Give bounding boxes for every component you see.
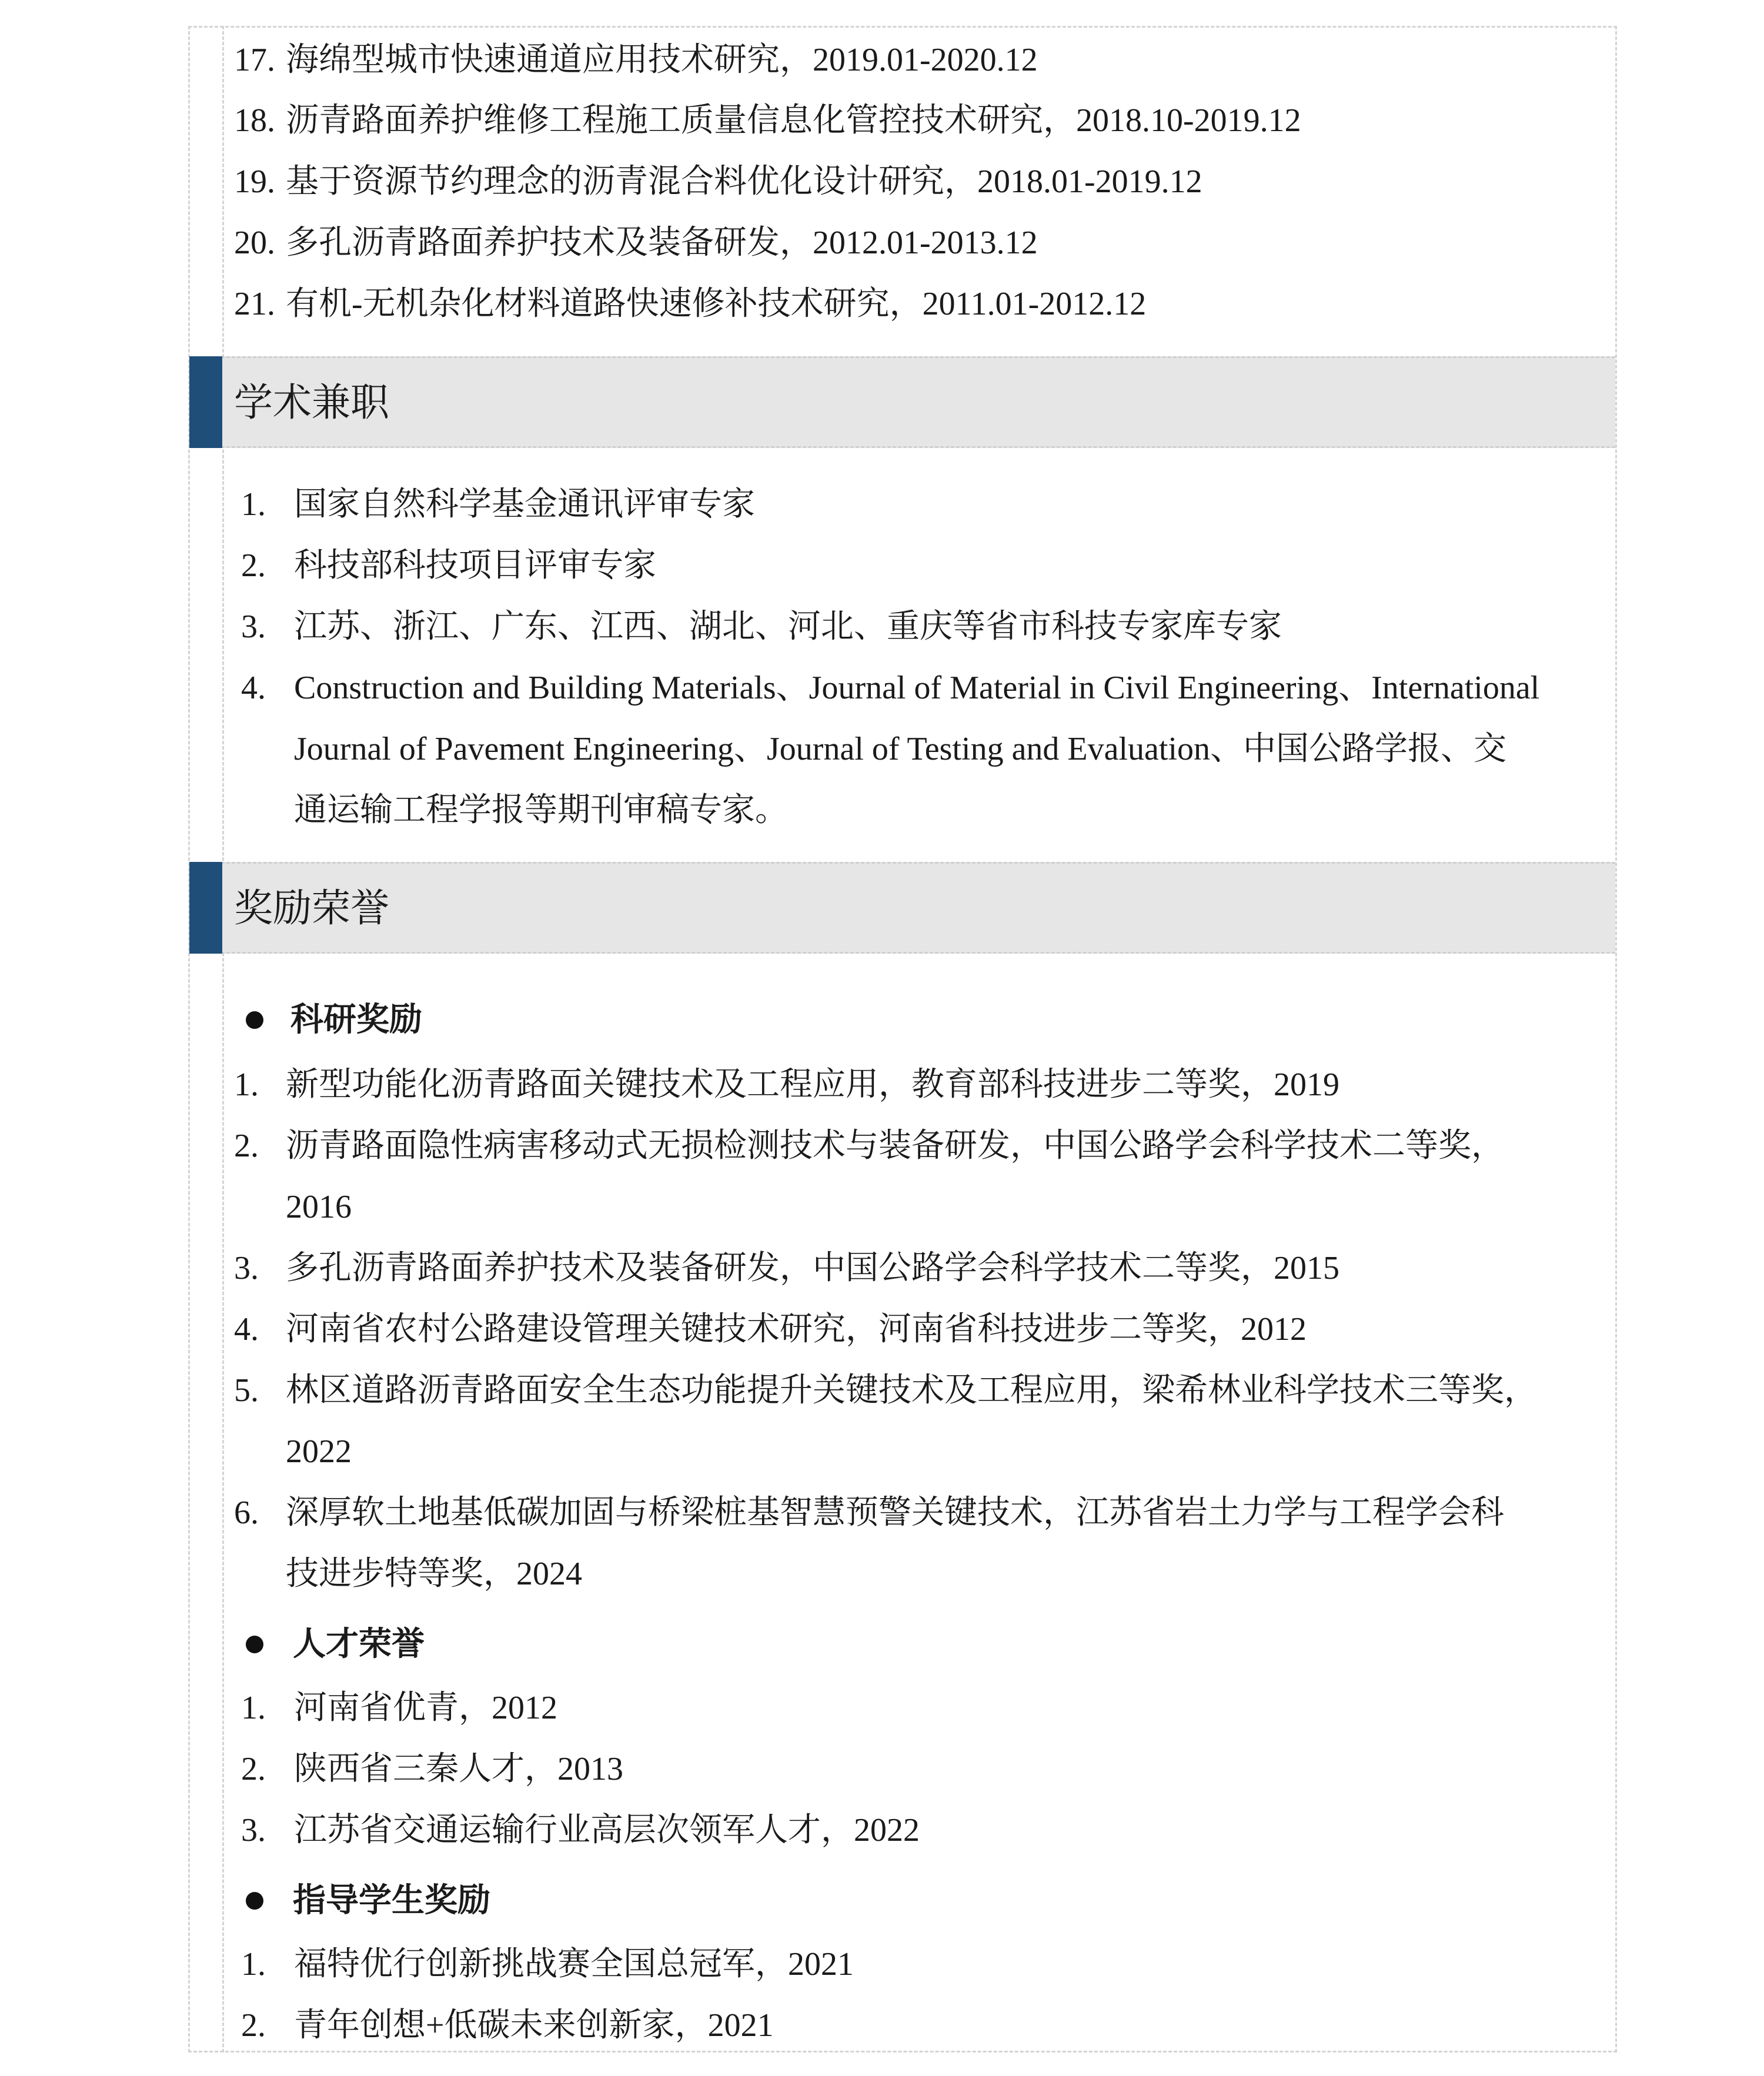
subsection-title-talent: 人才荣誉 — [293, 1625, 425, 1663]
academic-number: 4. — [241, 670, 266, 706]
honor-item: 河南省优青，2012 — [294, 1690, 557, 1726]
project-item: 多孔沥青路面养护技术及装备研发，2012.01-2013.12 — [286, 225, 1038, 261]
section-title: 奖励荣誉 — [234, 885, 389, 931]
award-item-line: 沥青路面隐性病害移动式无损检测技术与装备研发，中国公路学会科学技术二等奖， — [286, 1128, 1504, 1164]
academic-item-line: Construction and Building Materials、Journal of Material in Civil Engineering、International — [294, 670, 1540, 706]
academic-number: 2. — [241, 547, 266, 584]
academic-item: 科技部科技项目评审专家 — [294, 547, 656, 584]
academic-number: 1. — [241, 486, 266, 523]
student-award-number: 1. — [241, 1946, 266, 1983]
award-number: 3. — [234, 1250, 259, 1286]
section-title: 学术兼职 — [234, 380, 389, 425]
award-number: 2. — [234, 1128, 259, 1164]
award-item-line: 深厚软土地基低碳加固与桥梁桩基智慧预警关键技术，江苏省岩土力学与工程学会科 — [286, 1495, 1504, 1531]
award-item-line: 林区道路沥青路面安全生态功能提升关键技术及工程应用，梁希林业科学技术三等奖， — [286, 1372, 1537, 1409]
project-number: 19. — [234, 163, 275, 200]
award-item: 多孔沥青路面养护技术及装备研发，中国公路学会科学技术二等奖，2015 — [286, 1250, 1339, 1286]
bullet-dot-icon — [246, 1636, 263, 1653]
honor-number: 3. — [241, 1812, 266, 1848]
project-item: 基于资源节约理念的沥青混合料优化设计研究，2018.01-2019.12 — [286, 163, 1202, 200]
subsection-title-students: 指导学生奖励 — [293, 1881, 490, 1920]
project-item: 有机-无机杂化材料道路快速修补技术研究，2011.01-2012.12 — [286, 286, 1147, 322]
honor-item: 陕西省三秦人才，2013 — [294, 1751, 623, 1787]
section-header-awards — [189, 862, 1615, 954]
inner-margin-line — [222, 26, 224, 2052]
award-item-line: 2022 — [286, 1433, 352, 1470]
award-item: 河南省农村公路建设管理关键技术研究，河南省科技进步二等奖，2012 — [286, 1311, 1307, 1348]
award-number: 5. — [234, 1372, 259, 1409]
academic-number: 3. — [241, 609, 266, 645]
project-number: 18. — [234, 102, 275, 139]
project-number: 20. — [234, 225, 275, 261]
academic-item: 国家自然科学基金通讯评审专家 — [294, 486, 755, 523]
section-accent-bar — [189, 862, 222, 954]
project-item: 沥青路面养护维修工程施工质量信息化管控技术研究，2018.10-2019.12 — [286, 102, 1301, 139]
student-award-item: 福特优行创新挑战赛全国总冠军，2021 — [294, 1946, 854, 1983]
subsection-title-research: 科研奖励 — [290, 1001, 422, 1039]
project-number: 21. — [234, 286, 275, 322]
award-number: 4. — [234, 1311, 259, 1348]
award-item-line: 2016 — [286, 1189, 352, 1225]
award-item-line: 技进步特等奖，2024 — [286, 1556, 582, 1592]
section-accent-bar — [189, 356, 222, 448]
award-number: 1. — [234, 1067, 259, 1103]
project-number: 17. — [234, 42, 275, 78]
student-award-number: 2. — [241, 2007, 266, 2044]
academic-item: 江苏、浙江、广东、江西、湖北、河北、重庆等省市科技专家库专家 — [294, 609, 1282, 645]
honor-number: 2. — [241, 1751, 266, 1787]
academic-item-line: 通运输工程学报等期刊审稿专家。 — [294, 792, 788, 828]
section-header-academic — [189, 356, 1615, 448]
student-award-item: 青年创想+低碳未来创新家，2021 — [294, 2007, 774, 2044]
academic-item-line: Journal of Pavement Engineering、Journal of Testing and Evaluation、中国公路学报、交 — [294, 731, 1507, 767]
award-item: 新型功能化沥青路面关键技术及工程应用，教育部科技进步二等奖，2019 — [286, 1067, 1339, 1103]
page-frame — [188, 26, 1617, 2052]
bullet-dot-icon — [246, 1011, 263, 1029]
honor-item: 江苏省交通运输行业高层次领军人才，2022 — [294, 1812, 920, 1848]
bullet-dot-icon — [246, 1892, 263, 1910]
award-number: 6. — [234, 1495, 259, 1531]
honor-number: 1. — [241, 1690, 266, 1726]
project-item: 海绵型城市快速通道应用技术研究，2019.01-2020.12 — [286, 42, 1038, 78]
